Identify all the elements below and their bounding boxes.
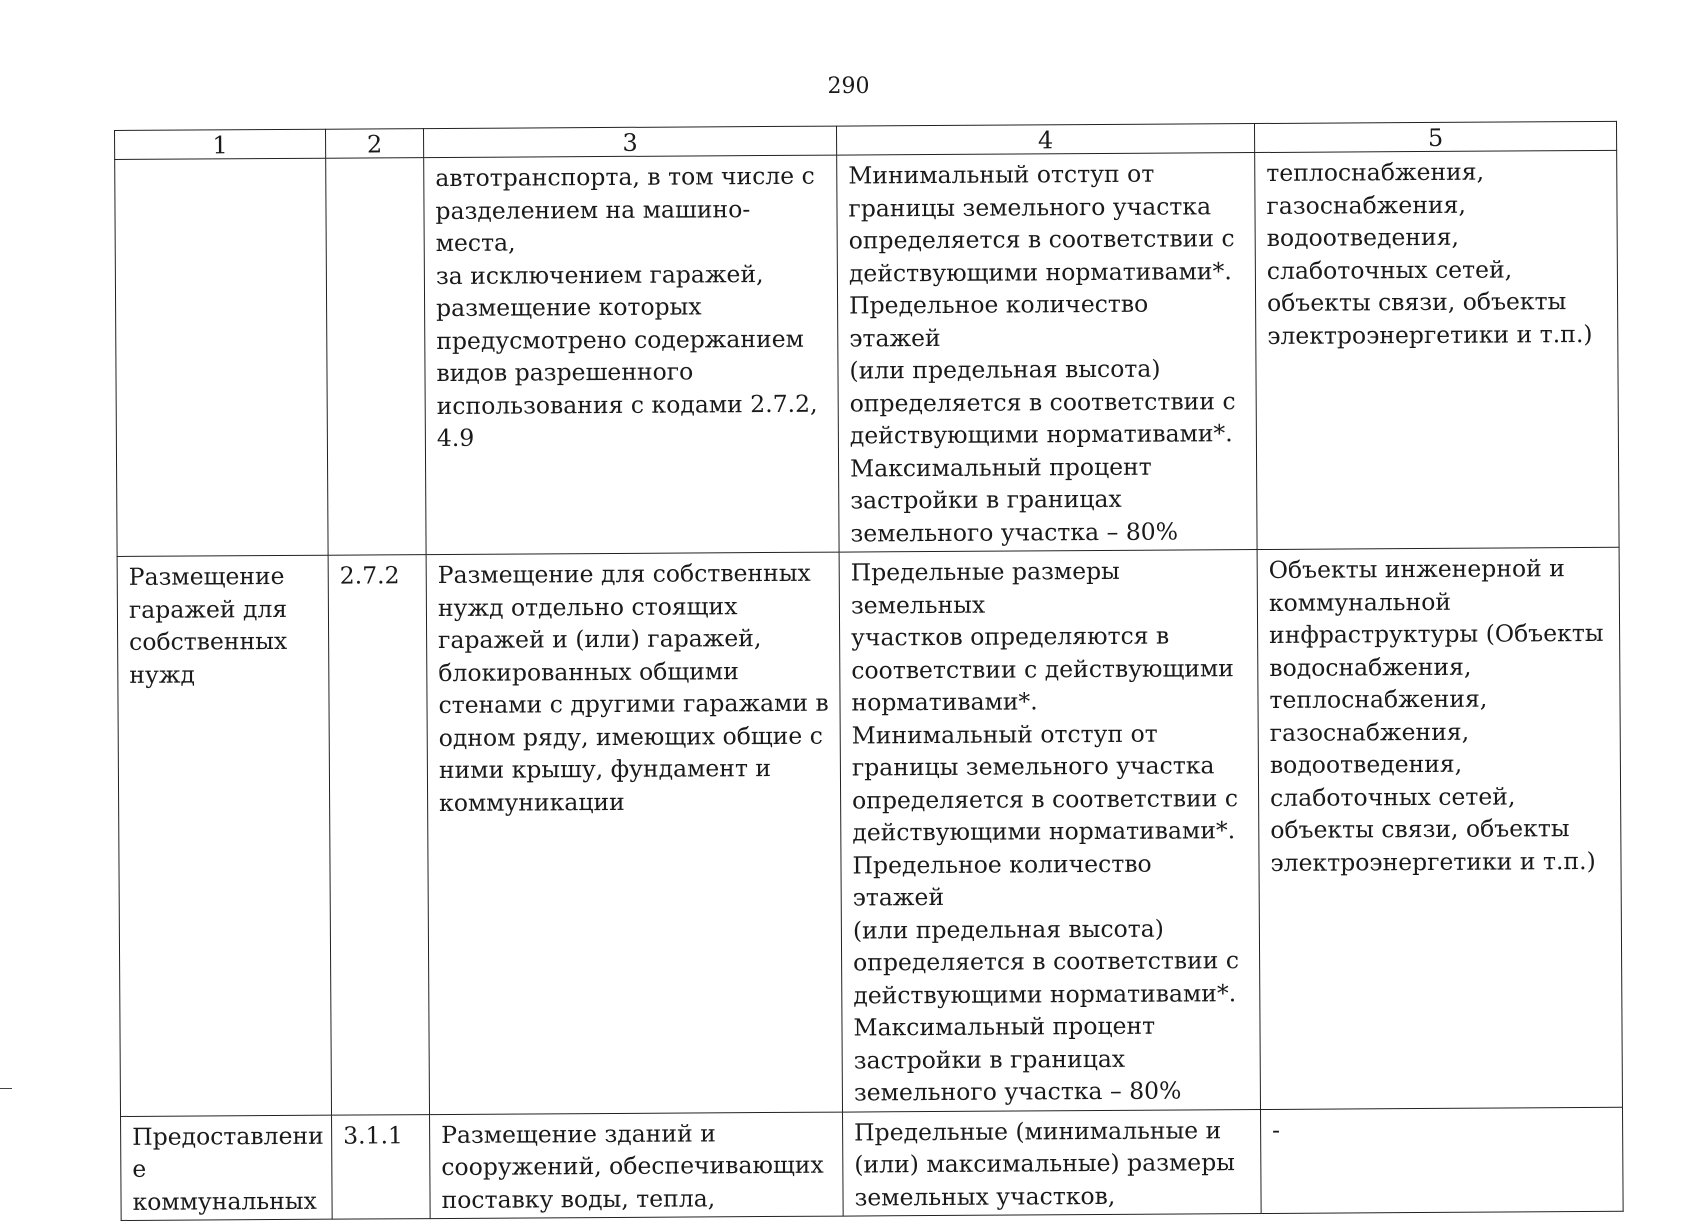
use-name-cell (115, 158, 328, 556)
use-description-cell: Размещение зданий и сооружений, обеспечивающих поставку воды, тепла, (430, 1112, 844, 1219)
use-code-cell: 2.7.2 (328, 555, 429, 1115)
use-name-cell: Предоставлени е коммунальных (121, 1115, 333, 1221)
parameters-cell: Предельные (минимальные и (или) максимальные) размеры земельных участков, (843, 1109, 1262, 1216)
objects-cell: Объекты инженерной и коммунальной инфраструктуры (Объекты водоснабжения, теплоснабжения, газоснабжения, водоотведения, слаботочных сетей, объекты связи, объекты электроэнергетики и т.п.) (1257, 547, 1622, 1109)
use-code-cell (326, 158, 426, 556)
regulations-table (114, 121, 1624, 1221)
use-code-cell: 3.1.1 (332, 1114, 431, 1219)
page-number: 290 (827, 74, 870, 99)
table-row (121, 1107, 1624, 1221)
parameters-cell: Минимальный отступ от границы земельного участка определяется в соответствии с действующими нормативами*. Предельное количество этажей (или предельная высота) определяется в соответствии с действующими нормативами*. Максимальный процент застройки в границах земельного участка – 80% (837, 153, 1257, 553)
margin-mark (0, 1088, 12, 1089)
column-header-4: 4 (836, 124, 1254, 156)
objects-cell: - (1261, 1107, 1624, 1214)
objects-cell: теплоснабжения, газоснабжения, водоотведения, слаботочных сетей, объекты связи, объекты электроэнергетики и т.п.) (1255, 150, 1619, 549)
use-description-cell: автотранспорта, в том числе с разделением на машино-места, за исключением гаражей, размещение которых предусмотрено содержанием видов разрешенного использования с кодами 2.7.2, 4.9 (424, 155, 839, 555)
table-row (117, 547, 1622, 1116)
use-name-cell: Размещение гаражей для собственных нужд (117, 555, 331, 1116)
column-header-5: 5 (1254, 121, 1616, 152)
parameters-cell: Предельные размеры земельных участков определяются в соответствии с действующими нормативами*. Минимальный отступ от границы земельного участка определяется в соответствии с действующими нормативами*. Предельное количество этажей (или предельная высота) определяется в соответствии с действующими нормативами*. Максимальный процент застройки в границах земельного участка – 80% (839, 550, 1260, 1112)
column-header-2: 2 (325, 129, 423, 159)
use-description-cell: Размещение для собственных нужд отдельно стоящих гаражей и (или) гаражей, блокированных общими стенами с другими гаражами в одном ряду, имеющих общие с ними крышу, фундамент и коммуникации (426, 552, 842, 1114)
column-header-3: 3 (423, 126, 836, 158)
column-header-1: 1 (115, 129, 326, 159)
table-row (115, 150, 1619, 556)
